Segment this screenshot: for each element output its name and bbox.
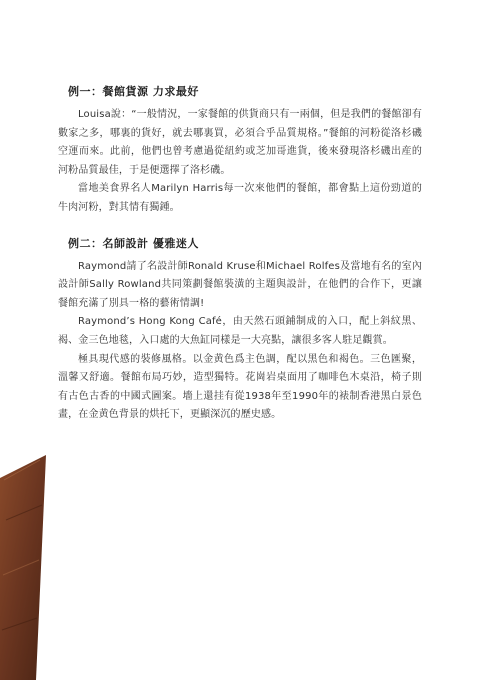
section-1-paragraph-1: Louisa說：“一般情況，一家餐館的供貨商只有一兩個，但是我們的餐館卻有數家之多，哪裏的貨好，就去哪裏買，必須合乎品質規格。”餐館的河粉從洛杉磯空運而來。此前，他們也曾考慮過從紐約或芝加哥進貨，後來發現洛杉磯出産的河粉品質最佳，于是便選擇了洛杉磯。 [58, 109, 422, 176]
section-2 [58, 236, 422, 425]
section-2-paragraph-2: Raymond’s Hong Kong Café，由天然石頭鋪制成的入口，配上斜紋黑、褐、金三色地毯，入口處的大魚缸同樣是一大亮點，讓很多客人駐足觀賞。 [58, 316, 422, 346]
section-1 [58, 84, 422, 218]
section-2-paragraph-3: 極具現代感的裝修風格。以金黄色爲主色調，配以黑色和褐色。三色匯聚，溫馨又舒適。餐館布局巧妙，造型獨特。花崗岩桌面用了咖啡色木桌沿，椅子則有古色古香的中國式圖案。墻上還挂有從1938年至1990年的裱制香港黑白景色畫，在金黄色背景的烘托下，更顯深沉的歷史感。 [58, 353, 422, 421]
section-2-heading: 例二：名師設計 優雅迷人 [68, 236, 199, 250]
section-spacer [58, 218, 422, 236]
section-1-paragraph-2: 當地美食界名人Marilyn Harris每一次來他們的餐館，都會點上這份勁道的牛肉河粉，對其情有獨鍾。 [58, 183, 422, 213]
article-body [58, 84, 422, 425]
section-1-heading: 例一：餐館貨源 力求最好 [68, 85, 199, 98]
section-2-paragraph-1: Raymond請了名設計師Ronald Kruse和Michael Rolfes及當地有名的室內設計師Sally Rowland共同策劃餐館裝潢的主題與設計，在他們的合作下，更讓餐館充滿了別具一格的藝術情調! [58, 260, 422, 309]
